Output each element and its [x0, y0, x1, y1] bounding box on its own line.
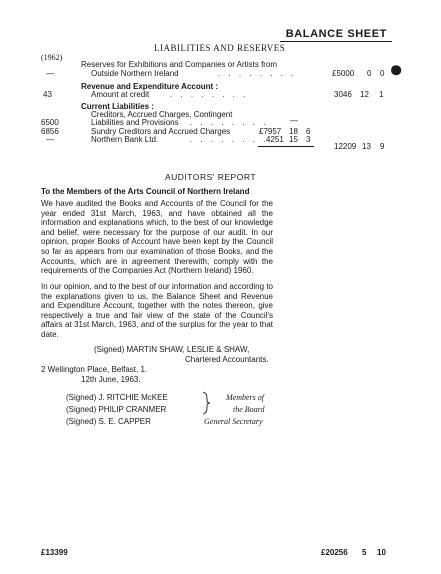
auditors-date: 12th June, 1963.	[81, 375, 141, 384]
bank-line: Northern Bank Ltd.	[91, 135, 159, 144]
reserves-prior-value: —	[46, 69, 54, 78]
sundry-creditors-amount: £7957	[259, 127, 282, 136]
subtotal-rule	[258, 146, 314, 147]
sundry-creditors-line: Sundry Creditors and Accrued Charges	[91, 127, 231, 136]
current-dots: . . . . . . . .	[190, 118, 269, 127]
board-label-board: the Board	[233, 405, 265, 414]
reserves-line-1: Reserves for Exhibitions and Companies or Artists from	[81, 60, 278, 69]
signatory-3: (Signed) S. E. CAPPER	[66, 417, 151, 426]
revenue-line: Amount at credit	[91, 90, 150, 99]
signatory-2: (Signed) PHILIP CRANMER	[66, 405, 167, 414]
reserves-pence: 0	[380, 69, 385, 78]
bracket-icon	[201, 391, 211, 415]
prior-year-label: (1962)	[41, 53, 63, 62]
auditors-report-title: AUDITORS' REPORT	[165, 172, 257, 182]
current-liabilities-line-2: Liabilities and Provisions	[91, 118, 179, 127]
auditors-paragraph-1: We have audited the Books and Accounts of the Council for the year ended 31st March, 1963, and have obtained all the information and explanations which, to the best of our knowledge and belief, were necessary for the purpose of our audit. In our opinion, proper Books of Account have been kept by the Council so far as appears from our examination of those Books, and the Accounts, which are in agreement therewith, comply with the requirements of the Companies Act (Northern Ireland) 1960.	[41, 199, 273, 276]
auditors-role: Chartered Accountants.	[185, 355, 269, 364]
subtotal-shillings: 13	[362, 142, 371, 151]
revenue-shillings: 12	[360, 90, 369, 99]
auditors-report-intro: To the Members of the Arts Council of Northern Ireland	[41, 187, 250, 196]
header-rule	[280, 41, 392, 42]
reserves-amount: £5000	[332, 69, 355, 78]
sundry-creditors-shillings: 18	[289, 127, 298, 136]
current-prior-value-3: —	[46, 135, 54, 144]
bank-shillings: 15	[289, 135, 298, 144]
auditors-paragraph-2: In our opinion, and to the best of our information and according to the explanations given to us, the Balance Sheet and Revenue and Expenditure Account, together with the notes thereon, give respectively a true and fair view of the state of the Council's affairs at 31st March, 1963, and of the surplus for the year to that date.	[41, 282, 273, 339]
total-amount: £20256	[321, 548, 348, 557]
reserves-shillings: 0	[367, 69, 372, 78]
revenue-prior-value: 43	[43, 90, 52, 99]
reserves-dots: . . . . . . . .	[218, 69, 297, 78]
total-shillings: 5	[362, 548, 367, 557]
bank-pence: 3	[306, 135, 311, 144]
revenue-dots: . . . . . . . .	[170, 90, 249, 99]
subtotal-amount: 12209	[334, 142, 357, 151]
current-line-2-dash: —	[290, 116, 298, 125]
liabilities-title: LIABILITIES AND RESERVES	[154, 43, 286, 53]
ink-blot-mark	[390, 64, 402, 76]
board-label-members: Members of	[226, 393, 264, 402]
page-header-title: BALANCE SHEET	[285, 28, 387, 40]
current-liabilities-heading: Current Liabilities :	[81, 102, 154, 111]
bank-dots: . . . . . . . .	[190, 135, 269, 144]
reserves-line-2: Outside Northern Ireland	[91, 69, 179, 78]
auditors-address: 2 Wellington Place, Belfast, 1.	[41, 365, 148, 374]
sundry-creditors-pence: 6	[306, 127, 311, 136]
board-label-secretary: General Secretary	[204, 417, 263, 426]
signatory-1: (Signed) J. RITCHIE McKEE	[66, 393, 168, 402]
current-prior-value-1: 6500	[41, 118, 59, 127]
total-pence: 10	[377, 548, 386, 557]
current-liabilities-line-1: Creditors, Accrued Charges, Contingent	[91, 110, 233, 119]
prior-year-total: £13399	[41, 548, 68, 557]
bank-amount: 4251	[266, 135, 284, 144]
subtotal-pence: 9	[380, 142, 385, 151]
revenue-amount: 3046	[334, 90, 352, 99]
auditors-signature: (Signed) MARTIN SHAW, LESLIE & SHAW,	[94, 345, 250, 354]
current-prior-value-2: 6856	[41, 127, 59, 136]
revenue-heading: Revenue and Expenditure Account :	[81, 82, 219, 91]
revenue-pence: 1	[379, 90, 384, 99]
